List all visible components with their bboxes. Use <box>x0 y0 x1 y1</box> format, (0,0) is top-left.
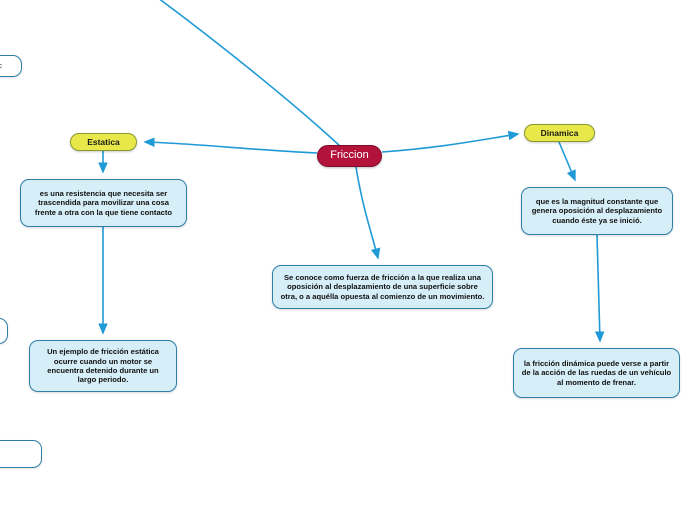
root-node-label: Friccion <box>330 149 369 162</box>
offscreen-node-top-left[interactable] <box>0 55 22 77</box>
offscreen-node-middle-left[interactable] <box>0 318 8 344</box>
connector-root-description <box>356 167 378 258</box>
connector-dinamica-description <box>559 142 575 180</box>
category-node-estatica-label: Estatica <box>87 136 120 147</box>
category-node-dinamica-label: Dinamica <box>540 127 579 138</box>
description-node-dinamica-example[interactable] <box>513 348 680 398</box>
category-node-dinamica[interactable] <box>524 124 595 142</box>
offscreen-node-top-left-label <box>0 61 2 70</box>
description-node-estatica-label: es una resistencia que necesita ser trascendida para movilizar una cosa frente a otra con la que tiene contacto <box>34 188 173 217</box>
offscreen-node-bottom-left[interactable] <box>0 440 42 468</box>
description-node-estatica-example-label: Un ejemplo de fricción estática ocurre cuando un motor se encuentra detenido durante un largo periodo. <box>47 347 159 385</box>
description-node-dinamica-example-label: la fricción dinámica puede verse a partir de la acción de las ruedas de un vehículo al momento de frenar. <box>521 358 672 387</box>
description-node-estatica-example[interactable] <box>29 340 177 392</box>
description-node-dinamica[interactable] <box>521 187 673 235</box>
description-node-friccion-label: Se conoce como fuerza de fricción a la que realiza una oposición al desplazamiento de una superficie sobre otra, o a aquélla opuesta al comienzo de un movimiento. <box>280 272 485 301</box>
connector-dinamica-example <box>597 235 600 341</box>
connector-root-estatica <box>145 142 317 153</box>
category-node-estatica[interactable] <box>70 133 137 151</box>
connector-root-offscreen-top <box>150 0 340 146</box>
description-node-dinamica-label: que es la magnitud constante que genera oposición al desplazamiento cuando éste ya se inició. <box>531 196 663 225</box>
connector-root-dinamica <box>382 134 518 152</box>
root-node-friccion[interactable] <box>317 145 382 167</box>
description-node-friccion[interactable] <box>272 265 493 309</box>
description-node-estatica[interactable] <box>20 179 187 227</box>
